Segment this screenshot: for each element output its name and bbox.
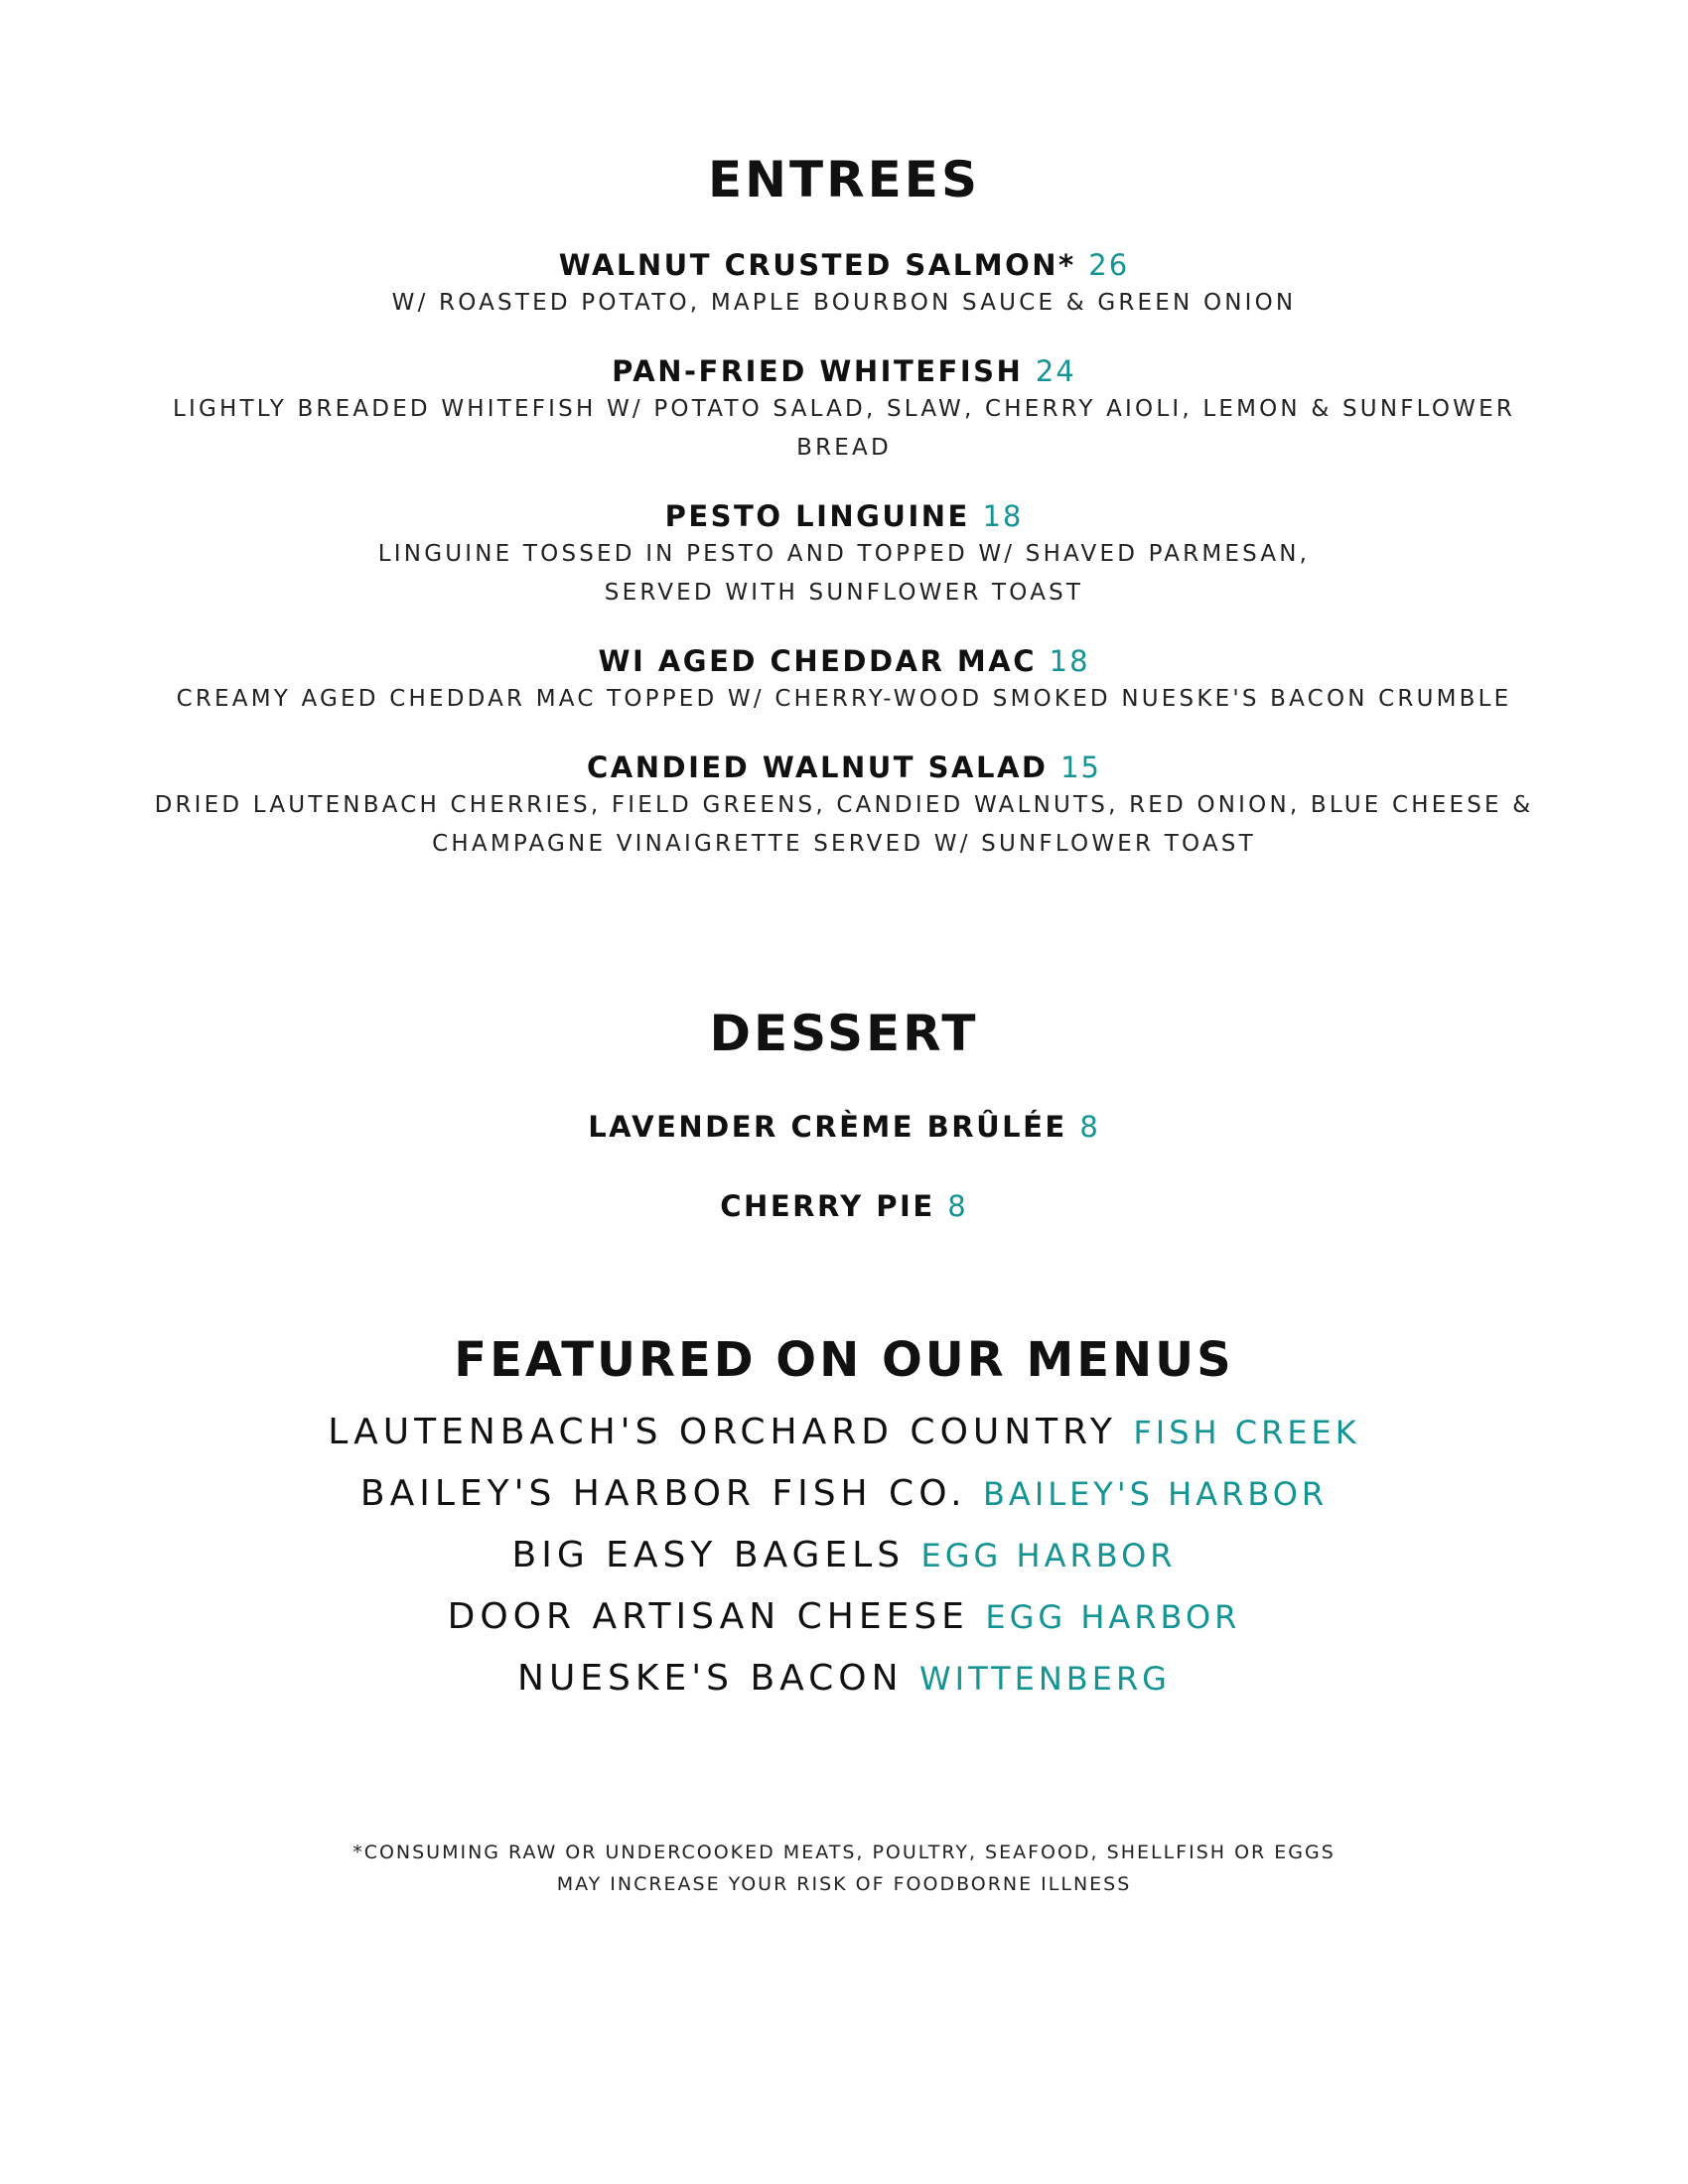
item-name: LAVENDER CRÈME BRÛLÉE <box>588 1110 1067 1144</box>
item-name: PESTO LINGUINE <box>664 499 970 533</box>
partner-location: BAILEY'S HARBOR <box>982 1475 1329 1513</box>
featured-partner <box>0 1463 1688 1525</box>
item-description: DRIED LAUTENBACH CHERRIES, FIELD GREENS, CANDIED WALNUTS, RED ONION, BLUE CHEESE & <box>154 792 1534 818</box>
menu-item-cherry-pie <box>0 1187 1688 1225</box>
menu-item-whitefish <box>0 352 1688 468</box>
item-description: CREAMY AGED CHEDDAR MAC TOPPED W/ CHERRY-WOOD SMOKED NUESKE'S BACON CRUMBLE <box>176 686 1512 712</box>
dessert-title: DESSERT <box>709 1005 979 1062</box>
featured-list <box>0 1402 1688 1709</box>
item-price: 18 <box>1049 644 1090 678</box>
item-description: LINGUINE TOSSED IN PESTO AND TOPPED W/ SHAVED PARMESAN, <box>377 541 1311 567</box>
dessert-section <box>0 1005 1688 1225</box>
item-name: PAN-FRIED WHITEFISH <box>612 354 1024 388</box>
item-price: 26 <box>1088 248 1130 282</box>
partner-name: DOOR ARTISAN CHEESE <box>447 1596 969 1637</box>
menu-item-walnut-salad <box>0 749 1688 864</box>
partner-name: BIG EASY BAGELS <box>511 1535 906 1575</box>
item-description: LIGHTLY BREADED WHITEFISH W/ POTATO SALAD, SLAW, CHERRY AIOLI, LEMON & SUNFLOWER <box>172 396 1516 422</box>
featured-section <box>0 1332 1688 1709</box>
featured-partner <box>0 1525 1688 1586</box>
partner-name: LAUTENBACH'S ORCHARD COUNTRY <box>328 1412 1117 1452</box>
item-name: WALNUT CRUSTED SALMON* <box>558 248 1076 282</box>
item-name-row <box>0 497 1688 535</box>
item-price: 18 <box>982 499 1024 533</box>
menu-item-creme-brulee <box>0 1108 1688 1146</box>
partner-location: EGG HARBOR <box>920 1537 1177 1574</box>
partner-location: EGG HARBOR <box>985 1598 1241 1636</box>
disclaimer-line: *CONSUMING RAW OR UNDERCOOKED MEATS, POULTRY, SEAFOOD, SHELLFISH OR EGGS <box>352 1842 1336 1863</box>
item-name-row <box>0 1108 1688 1146</box>
menu-item-pesto-linguine <box>0 497 1688 613</box>
item-price: 8 <box>1079 1110 1100 1144</box>
item-description: BREAD <box>796 435 892 461</box>
featured-partner <box>0 1648 1688 1709</box>
featured-title: FEATURED ON OUR MENUS <box>454 1332 1234 1388</box>
food-safety-disclaimer <box>0 1837 1688 1900</box>
entrees-title: ENTREES <box>708 151 980 208</box>
item-name-row <box>0 352 1688 390</box>
partner-name: BAILEY'S HARBOR FISH CO. <box>359 1473 967 1514</box>
item-description: CHAMPAGNE VINAIGRETTE SERVED W/ SUNFLOWER TOAST <box>432 831 1256 857</box>
dessert-list <box>0 1108 1688 1225</box>
partner-location: FISH CREEK <box>1133 1414 1360 1451</box>
disclaimer-line: MAY INCREASE YOUR RISK OF FOODBORNE ILLNESS <box>556 1873 1132 1895</box>
item-price: 8 <box>947 1189 968 1223</box>
menu-item-cheddar-mac <box>0 642 1688 719</box>
item-description: W/ ROASTED POTATO, MAPLE BOURBON SAUCE & GREEN ONION <box>391 290 1297 316</box>
partner-location: WITTENBERG <box>919 1660 1171 1698</box>
entrees-section <box>0 0 1688 864</box>
item-name-row <box>0 749 1688 786</box>
item-name-row <box>0 642 1688 680</box>
item-price: 24 <box>1035 354 1076 388</box>
entrees-list <box>0 246 1688 864</box>
partner-name: NUESKE'S BACON <box>517 1658 904 1699</box>
item-name: CANDIED WALNUT SALAD <box>587 751 1049 784</box>
featured-partner <box>0 1586 1688 1648</box>
item-name-row <box>0 1187 1688 1225</box>
item-name: WI AGED CHEDDAR MAC <box>598 644 1038 678</box>
item-name: CHERRY PIE <box>720 1189 935 1223</box>
item-price: 15 <box>1060 751 1101 784</box>
item-name-row <box>0 246 1688 284</box>
item-description: SERVED WITH SUNFLOWER TOAST <box>604 580 1084 606</box>
menu-item-salmon <box>0 246 1688 323</box>
featured-partner <box>0 1402 1688 1463</box>
